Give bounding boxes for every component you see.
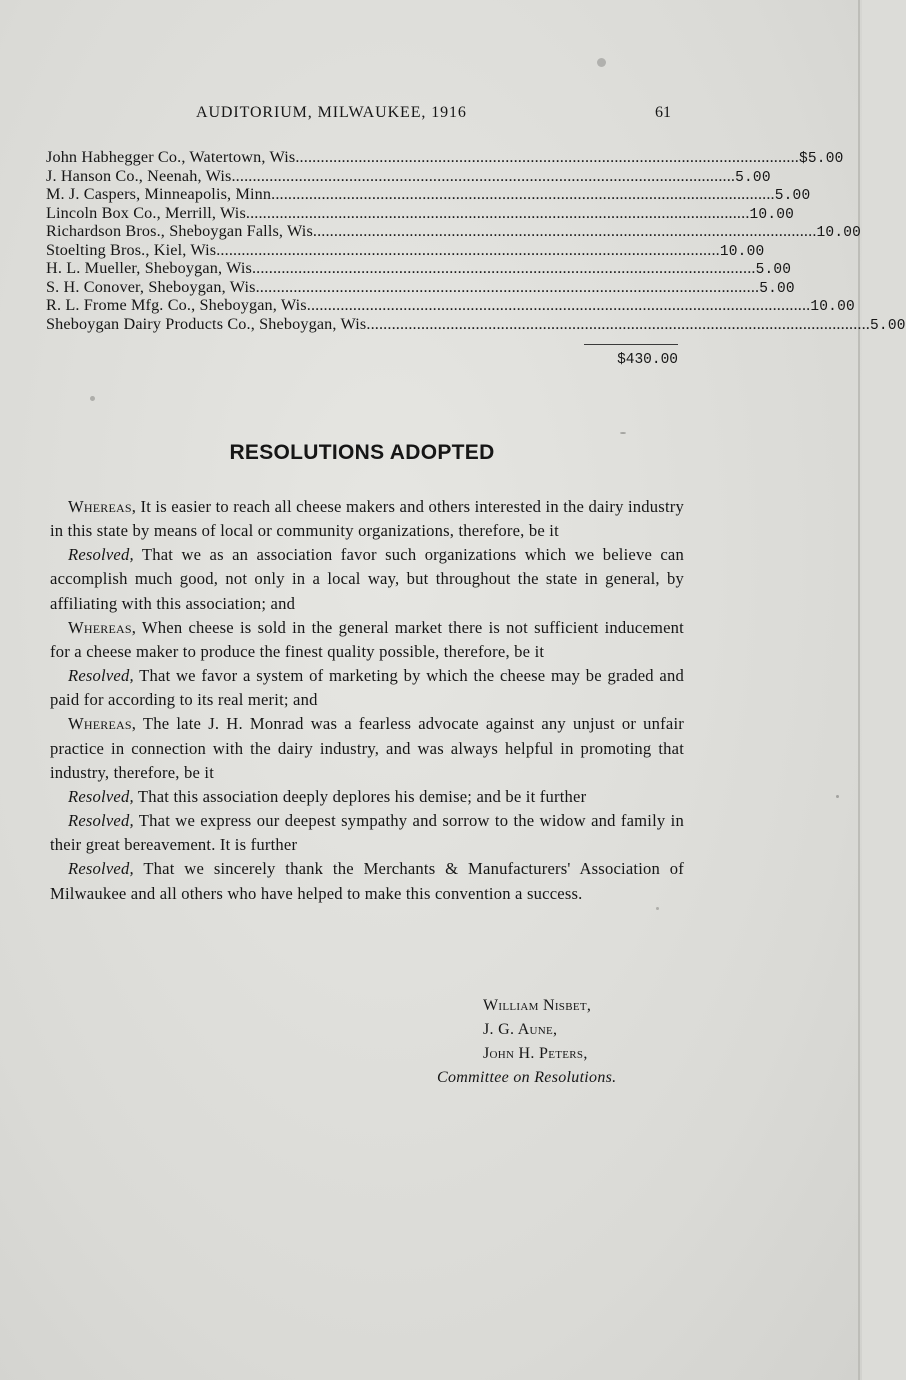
contribution-amount: 5.00: [735, 169, 771, 186]
contributor-name: R. L. Frome Mfg. Co., Sheboygan, Wis........................................................................................................................: [46, 296, 811, 314]
section-heading: RESOLUTIONS ADOPTED: [229, 441, 495, 464]
committee-name: Committee on Resolutions.: [437, 1069, 617, 1086]
signatory-2: J. G. Aune,: [483, 1021, 558, 1038]
resolved-lead: Resolved,: [68, 545, 134, 565]
resolved-lead: Resolved,: [68, 666, 134, 686]
resolution-paragraph: [50, 809, 684, 857]
contributor-name: Richardson Bros., Sheboygan Falls, Wis........................................................................................................................: [46, 222, 817, 240]
total-rule: [584, 344, 678, 345]
paragraph-text: The late J. H. Monrad was a fearless advocate against any unjust or unfair practice in connection with the dairy industry, and was always helpful in promoting that industry, therefore, be it: [50, 714, 684, 782]
resolved-lead: Resolved,: [68, 859, 134, 879]
scan-speck: [597, 58, 606, 67]
contribution-amount: 10.00: [749, 206, 795, 223]
whereas-lead: Whereas,: [68, 617, 137, 637]
contribution-amount: 10.00: [816, 225, 862, 241]
paragraph-text: That we sincerely thank the Merchants & Manufacturers' Association of Milwaukee and all others who have helped to make this convention a success.: [50, 859, 684, 903]
paragraph-text: That we express our deepest sympathy and sorrow to the widow and family in their great bereavement. It is further: [50, 811, 684, 855]
contribution-amount: $5.00: [799, 151, 844, 167]
contribution-row: [46, 240, 765, 260]
contribution-row: [46, 259, 792, 278]
contributor-name: H. L. Mueller, Sheboygan, Wis........................................................................................................................: [46, 259, 756, 277]
contribution-amount: 10.00: [810, 299, 855, 315]
contributor-name: M. J. Caspers, Minneapolis, Minn........................................................................................................................: [46, 185, 775, 203]
total-amount: $430.00: [617, 352, 678, 368]
running-title: AUDITORIUM, MILWAUKEE, 1916: [196, 104, 467, 121]
page-number: 61: [655, 104, 671, 121]
resolution-paragraph: [50, 543, 684, 615]
paragraph-text: It is easier to reach all cheese makers and others interested in the dairy industry in this state by means of local or community organizations, therefore, be it: [50, 497, 684, 541]
contribution-row: [46, 203, 795, 223]
resolution-paragraph: [50, 785, 684, 809]
resolution-paragraph: [50, 857, 684, 905]
running-header: [0, 104, 862, 126]
resolutions-text: [50, 495, 684, 906]
paragraph-text: That we as an association favor such organizations which we believe can accomplish much good, not only in a local way, but throughout the state in general, by affiliating with this association; and: [50, 545, 684, 613]
paragraph-text: That we favor a system of marketing by which the cheese may be graded and paid for according to its real merit; and: [50, 666, 684, 710]
page-edge-shadow: [858, 0, 860, 1380]
paragraph-text: When cheese is sold in the general market there is not sufficient inducement for a cheese maker to produce the finest quality possible, therefore, be it: [50, 617, 684, 661]
whereas-lead: Whereas,: [68, 714, 137, 734]
contributor-name: John Habhegger Co., Watertown, Wis........................................................................................................................: [46, 148, 799, 166]
paragraph-text: That this association deeply deplores his demise; and be it further: [133, 786, 587, 806]
contribution-amount: 5.00: [774, 188, 811, 204]
scan-speck: [620, 432, 626, 434]
contribution-row: [46, 314, 906, 334]
resolved-lead: Resolved,: [68, 786, 134, 806]
contribution-amount: 10.00: [719, 243, 765, 260]
signatory-1: William Nisbet,: [483, 997, 592, 1014]
resolution-paragraph: [50, 664, 684, 712]
contribution-amount: 5.00: [755, 262, 792, 278]
contributor-name: Sheboygan Dairy Products Co., Sheboygan, Wis........................................................................................................................: [46, 314, 871, 333]
contribution-row: [46, 222, 862, 241]
resolution-paragraph: [50, 616, 684, 664]
resolution-paragraph: [50, 495, 684, 543]
contributor-name: S. H. Conover, Sheboygan, Wis........................................................................................................................: [46, 277, 760, 296]
contribution-amount: 5.00: [870, 317, 906, 334]
contribution-amount: 5.00: [759, 280, 795, 297]
contribution-row: [46, 296, 855, 315]
whereas-lead: Whereas,: [68, 497, 137, 516]
resolved-lead: Resolved,: [68, 811, 134, 831]
contributor-name: Lincoln Box Co., Merrill, Wis........................................................................................................................: [46, 203, 750, 222]
contributor-name: Stoelting Bros., Kiel, Wis........................................................................................................................: [46, 240, 720, 259]
resolution-paragraph: [50, 712, 684, 784]
contribution-row: [46, 277, 795, 297]
contribution-list: [46, 148, 906, 334]
contribution-row: [46, 185, 811, 204]
contribution-row: [46, 148, 844, 167]
scan-speck: [656, 907, 659, 910]
scan-speck: [90, 396, 95, 401]
signatory-3: John H. Peters,: [483, 1045, 588, 1062]
contribution-row: [46, 166, 771, 186]
scan-speck: [836, 795, 839, 798]
contributor-name: J. Hanson Co., Neenah, Wis........................................................................................................................: [46, 166, 736, 185]
